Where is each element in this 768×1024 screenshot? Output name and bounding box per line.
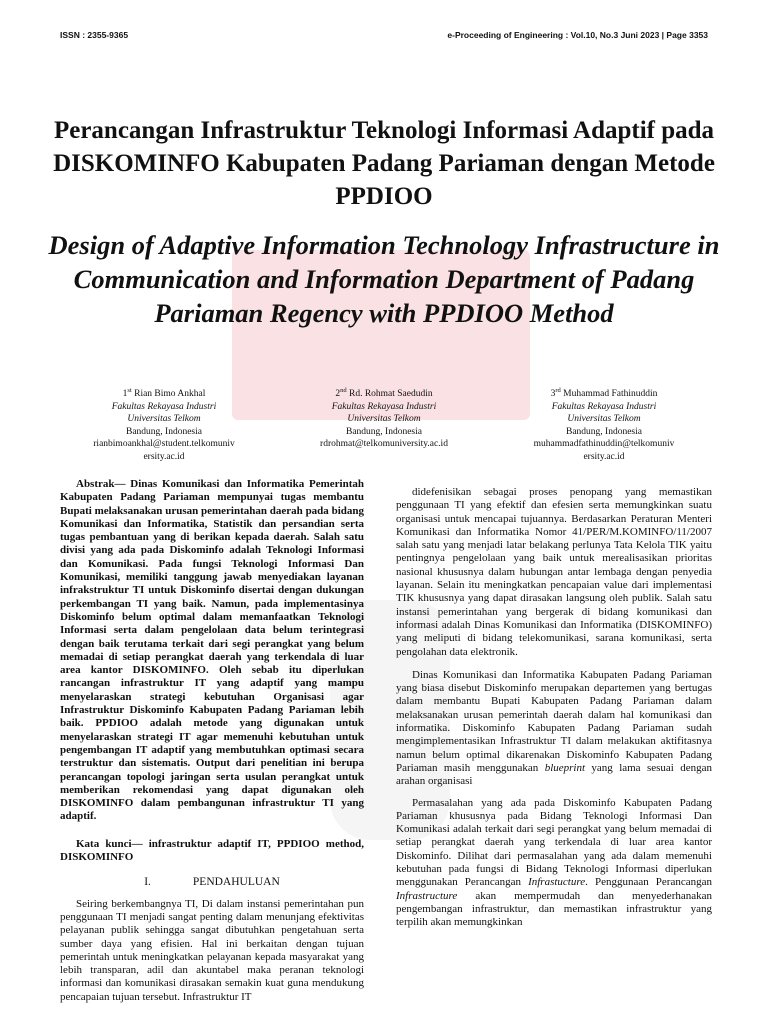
paragraph-text: akan mempermudah dan menyederhanakan pengembangan infrastruktur, dan memastikan infrastruktur yang terpilih akan memungkinkan [396,889,712,929]
author-name-text: Rian Bimo Ankhal [131,389,206,400]
paragraph-text: Dinas Komunikasi dan Informatika Kabupaten Padang Pariaman yang biasa disebut Diskominfo merupakan departemen yang bertugas dalam membantu Bupati Kabupaten Padang Pariaman dalam melaksanakan urusan pemerintah daerah dalam hal komunikasi dan informatika. Diskominfo Kabupaten Padang Pariaman sudah mengimplementasikan Infrastruktur TI dalam melakukan aktifitasnya namun belum optimal dikarenakan Diskominfo Kabupaten Padang Pariaman masih menggunakan [396,668,712,774]
author-email: muhammadfathinuddin@telkomuniv ersity.ac.id [533,439,675,462]
paper-title-english: Design of Adaptive Information Technology Infrastructure in Communication and Information Department of Padang Pariaman Regency with PPDIOO Method [48,230,720,328]
author-city: Bandung, Indonesia [126,426,202,437]
author-block [54,385,714,465]
author-name-text: Rd. Rohmat Saedudin [346,389,433,400]
author-ordinal: 3 [550,389,556,400]
author-1 [64,385,264,463]
author-ordinal: 1 [122,389,128,400]
paragraph-text: Permasalahan yang ada pada Diskominfo Kabupaten Padang Pariaman khususnya pada Bidang Teknologi Informasi Dan Komunikasi adalah terkait dari segi perangkat yang belum memadai di setiap perangkat daerah yang terkendala di luar area kantor Diskominfo. Dilihat dari permasalahan yang ada dalam memenuhi kebutuhan pada fungsi di Bidang Teknologi Informasi diperlukan menggunakan Perancangan [396,796,712,889]
author-email: rianbimoankhal@student.telkomuniv ersity.ac.id [93,439,235,462]
body-paragraph-3 [396,797,712,930]
author-3 [504,385,704,463]
italic-term: blueprint [544,761,586,774]
left-column [60,478,364,1012]
italic-term: Infrastructure [396,889,458,902]
author-name-text: Muhammad Fathinuddin [560,389,658,400]
body-paragraph-2 [396,669,712,789]
keywords: Kata kunci— infrastruktur adaptif IT, PPDIOO method, DISKOMINFO [60,837,364,864]
page-header [60,30,708,46]
author-faculty: Fakultas Rekayasa Industri [331,401,437,412]
section-heading [60,876,364,889]
author-name [64,385,264,401]
author-name [284,385,484,401]
author-city: Bandung, Indonesia [566,426,642,437]
abstract: Abstrak— Dinas Komunikasi dan Informatika Pemerintah Kabupaten Padang Pariaman mempunyai tugas membantu Bupati melaksanakan urusan pemerintahan daerah pada bidang Komunikasi dan Informatika, Statistik dan persandian serta tugas pembantuan yang di berikan kepada daerah. Salah satu divisi yang ada pada Diskominfo adalah Teknologi Informasi dan Komunikasi. Pada fungsi Teknologi Informasi Dan Komunikasi, memiliki tanggung jawab menyediakan layanan infrakstruktur TI untuk Diskominfo disertai dengan dukungan perkembangan TI yang baik. Namun, pada implementasinya Diskominfo belum optimal dalam memanfaatkan Teknologi Informasi serta dalam pengelolaan data belum terintegrasi dengan baik terutama terkait dari segi perangkat yang belum memadai di setiap perangkat daerah yang terkendala di luar area kantor DISKOMINFO. Oleh sebab itu diperlukan rancangan infrastruktur IT yang adaptif yang mampu menyelaraskan strategi kebutuhan Organisasi agar Infrastruktur Diskominfo Kabupaten Padang Pariaman lebih baik. PPDIOO adalah metode yang digunakan untuk menyelaraskan strategi IT agar memenuhi kebutuhan untuk pengembangan IT adaptif yang membutuhkan optimasi secara terstruktur dan sistematis. Output dari penelitian ini berupa perancangan topologi jaringan serta usulan perangkat untuk memberikan rekomendasi yang dapat digunakan oleh DISKOMINFO dalam pembangunan infrastruktur TI yang adaptif. [60,478,364,823]
author-ordinal-suffix: rd [555,387,561,394]
author-university: Universitas Telkom [567,414,641,425]
author-2 [284,385,484,451]
italic-term: Infrastucture [528,876,586,889]
author-email: rdrohmat@telkomuniversity.ac.id [320,439,448,450]
right-column [396,478,712,938]
author-ordinal-suffix: st [127,387,132,394]
author-faculty: Fakultas Rekayasa Industri [551,401,657,412]
author-university: Universitas Telkom [127,414,201,425]
body-paragraph-1: didefenisikan sebagai proses penopang yang memastikan penggunaan TI yang efektif dan efesien serta memungkinkan suatu organisasi untuk mencapai tujuannya. Berdasarkan Peraturan Menteri Komunikasi dan Informatika Nomor 41/PER/M.KOMINFO/11/2007 salah satu yang menjadi latar belakang perlunya Tata Kelola TIK yaitu pentingnya pengelolaan yang baik untuk merealisasikan prioritas nasional khususnya dalam hubungan antar lembaga dengan penyedia layanan. Selain itu meningkatkan pencapaian value dari implementasi TIK khususnya yang dapat dirasakan langsung oleh publik. Salah satu instansi pemerintahan yang bergerak di bidang komunikasi dan informasi adalah Dinas Komunikasi dan Informatika (DISKOMINFO) yang meliputi di bidang telekomunikasi, sarana komunikasi, serta pengolahan data elektronik. [396,486,712,658]
author-faculty: Fakultas Rekayasa Industri [111,401,217,412]
proceeding-label: e-Proceeding of Engineering : Vol.10, No.3 Juni 2023 | Page 3353 [447,30,708,40]
section-title: PENDAHULUAN [192,876,280,889]
author-ordinal: 2 [335,389,341,400]
author-city: Bandung, Indonesia [346,426,422,437]
paragraph-text: yang lama sesuai dengan arahan organisasi [396,761,712,788]
paragraph-text: . Penggunaan Perancangan [585,876,712,889]
author-university: Universitas Telkom [347,414,421,425]
intro-paragraph: Seiring berkembangnya TI, Di dalam instansi pemerintahan pun penggunaan TI menjadi sangat penting dalam menunjang efektivitas pelayanan publik sehingga sangat dibutuhkan pengetahuan serta sumber daya yang efisien. Hal ini berkaitan dengan tujuan pemerintah untuk meningkatkan pelayanan kepada masyarakat yang lebih transparan, adil dan akuntabel maka peranan teknologi informasi dan komunikasi dirasakan semakin kuat guna mendukung pencapaian tujuan tersebut. Infrastruktur IT [60,897,364,1003]
author-ordinal-suffix: nd [340,387,347,394]
paper-title-indonesian: Perancangan Infrastruktur Teknologi Informasi Adaptif pada DISKOMINFO Kabupaten Padang Pariaman dengan Metode PPDIOO [53,117,715,210]
author-name [504,385,704,401]
section-number: I. [144,876,151,889]
issn-label: ISSN : 2355-9365 [60,30,129,40]
